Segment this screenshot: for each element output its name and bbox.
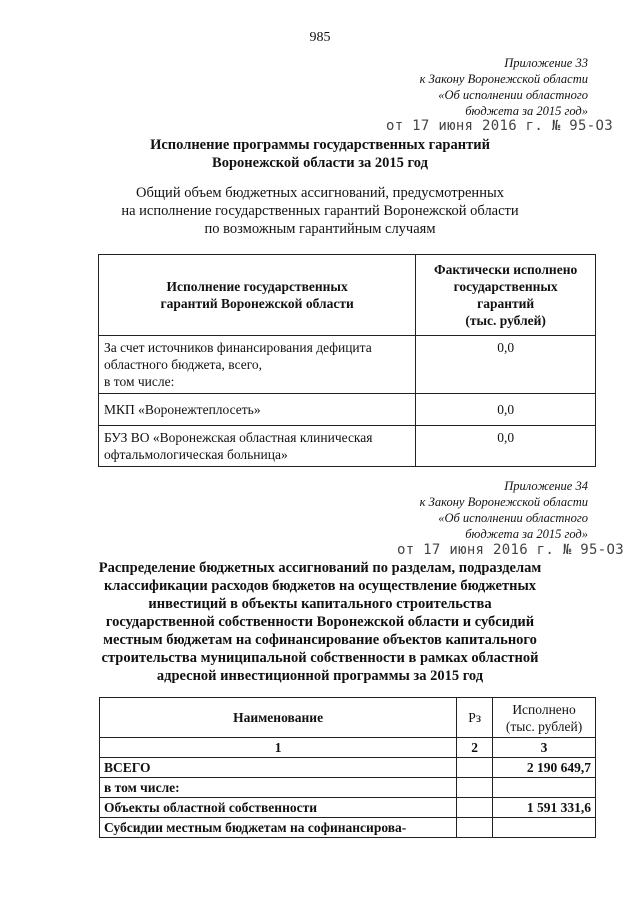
guarantees-table [98, 254, 596, 467]
table-row [100, 798, 596, 818]
col-number: 3 [493, 738, 596, 758]
law-date-stamp: от 17 июня 2016 г. № 95-ОЗ [397, 542, 624, 558]
header-line: Исполнено [512, 701, 576, 717]
appendix-line: к Закону Воронежской области [419, 72, 588, 86]
header-executed [493, 698, 596, 738]
header-line: гарантий Воронежской области [160, 296, 354, 311]
table-row [99, 336, 596, 394]
subtitle-line: по возможным гарантийным случаям [204, 221, 436, 237]
row-rz [457, 778, 493, 798]
section1-title [60, 136, 580, 172]
row-line: За счет источников финансирования дефицита [104, 340, 372, 355]
section2-title [50, 559, 590, 685]
appendix-line: «Об исполнении областного [438, 88, 588, 102]
header-line: государственных [453, 279, 558, 294]
col-number: 1 [100, 738, 457, 758]
row-line: офтальмологическая больница» [104, 447, 288, 462]
row-value [493, 818, 596, 838]
row-name: Субсидии местным бюджетам на софинансирова- [100, 818, 457, 838]
page-number: 985 [309, 30, 331, 45]
table-header-row [100, 698, 596, 738]
title-line: Распределение бюджетных ассигнований по разделам, подразделам [98, 560, 542, 576]
table-row [100, 778, 596, 798]
row-value: 1 591 331,6 [493, 798, 596, 818]
title-line: строительства муниципальной собственности в рамках областной [101, 650, 539, 666]
title-line: Воронежской области за 2015 год [212, 155, 428, 171]
appendix-line: бюджета за 2015 год» [465, 104, 588, 118]
table-row [100, 818, 596, 838]
header-line: (тыс. рублей) [465, 313, 546, 328]
row-line: БУЗ ВО «Воронежская областная клиническая [104, 430, 373, 445]
row-label [99, 394, 416, 426]
row-name: в том числе: [100, 778, 457, 798]
row-rz [457, 798, 493, 818]
title-line: классификации расходов бюджетов на осуществление бюджетных [103, 578, 537, 594]
header-line: Исполнение государственных [166, 279, 348, 294]
row-line: областного бюджета, всего, [104, 357, 263, 372]
row-value: 2 190 649,7 [493, 758, 596, 778]
title-line: адресной инвестиционной программы за 2015 год [156, 668, 484, 684]
appendix-33-heading [420, 55, 588, 119]
header-guarantees [99, 255, 416, 336]
appendix-line: Приложение 34 [504, 479, 588, 493]
appendix-line: Приложение 33 [504, 56, 588, 70]
header-rz: Рз [457, 698, 493, 738]
row-value: 0,0 [416, 426, 596, 467]
appendix-line: бюджета за 2015 год» [465, 527, 588, 541]
row-value [493, 778, 596, 798]
section1-subtitle [60, 184, 580, 238]
appendix-34-heading [420, 478, 588, 542]
header-line: (тыс. рублей) [505, 718, 583, 734]
row-name: Объекты областной собственности [100, 798, 457, 818]
row-line: МКП «Воронежтеплосеть» [104, 402, 261, 417]
appendix-line: к Закону Воронежской области [419, 495, 588, 509]
table-row [99, 394, 596, 426]
row-label [99, 426, 416, 467]
column-number-row [100, 738, 596, 758]
row-rz [457, 758, 493, 778]
table-row [99, 426, 596, 467]
row-name: ВСЕГО [100, 758, 457, 778]
appendix-line: «Об исполнении областного [438, 511, 588, 525]
header-line: гарантий [477, 296, 535, 311]
title-line: инвестиций в объекты капитального строительства [148, 596, 492, 612]
row-label [99, 336, 416, 394]
header-line: Фактически исполнено [434, 262, 578, 277]
subtitle-line: Общий объем бюджетных ассигнований, предусмотренных [136, 185, 504, 201]
table-header-row [99, 255, 596, 336]
row-line: в том числе: [104, 374, 175, 389]
header-executed [416, 255, 596, 336]
table-row [100, 758, 596, 778]
row-rz [457, 818, 493, 838]
law-date-stamp: от 17 июня 2016 г. № 95-ОЗ [386, 118, 613, 134]
subtitle-line: на исполнение государственных гарантий Воронежской области [121, 203, 519, 219]
investment-table [99, 697, 596, 838]
title-line: местным бюджетам на софинансирование объектов капитального [103, 632, 537, 648]
title-line: государственной собственности Воронежской области и субсидий [105, 614, 535, 630]
col-number: 2 [457, 738, 493, 758]
row-value: 0,0 [416, 394, 596, 426]
header-name: Наименование [100, 698, 457, 738]
title-line: Исполнение программы государственных гарантий [150, 137, 490, 153]
row-value: 0,0 [416, 336, 596, 394]
